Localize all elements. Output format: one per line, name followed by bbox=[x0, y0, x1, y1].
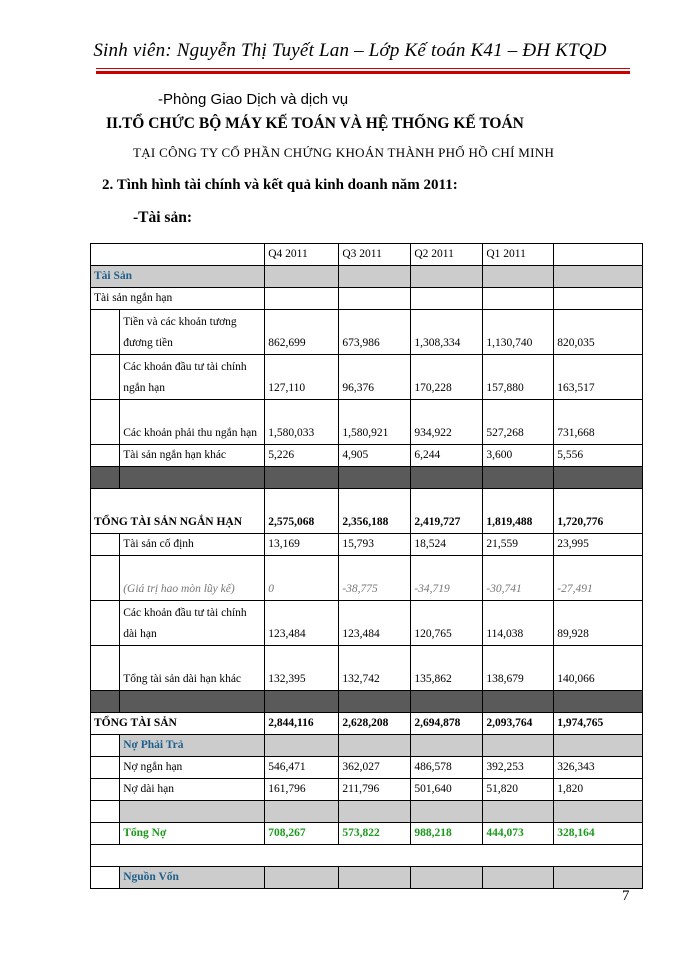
table-cell: 2,575,068 bbox=[265, 489, 339, 534]
table-cell: 5,226 bbox=[265, 445, 339, 467]
table-cell: 673,986 bbox=[339, 310, 411, 355]
table-cell: -38,775 bbox=[339, 556, 411, 601]
table-row bbox=[91, 355, 643, 400]
table-cell: 708,267 bbox=[265, 823, 339, 845]
table-cell: 4,905 bbox=[339, 445, 411, 467]
table-cell: 15,793 bbox=[339, 534, 411, 556]
table-cell: 326,343 bbox=[554, 757, 643, 779]
table-cell: 2,694,878 bbox=[411, 713, 483, 735]
page-number: 7 bbox=[622, 888, 630, 904]
table-row bbox=[91, 489, 643, 534]
column-header: Q4 2011 bbox=[265, 244, 339, 266]
table-cell: 211,796 bbox=[339, 779, 411, 801]
table-cell: 2,419,727 bbox=[411, 489, 483, 534]
column-header: Q3 2011 bbox=[339, 244, 411, 266]
group-label-tai-san: Tài Sản bbox=[91, 266, 265, 288]
table-cell: 163,517 bbox=[554, 355, 643, 400]
section-2-heading: 2. Tình hình tài chính và kết quả kinh doanh năm 2011: bbox=[102, 177, 458, 193]
assets-heading: -Tài sản: bbox=[133, 209, 192, 226]
table-row bbox=[91, 735, 643, 757]
row-label: Tài sản ngắn hạn khác bbox=[120, 445, 265, 467]
table-cell: 89,928 bbox=[554, 601, 643, 646]
group-label-nguon-von: Nguồn Vốn bbox=[120, 867, 265, 889]
spacer-row bbox=[91, 845, 643, 867]
table-row bbox=[91, 601, 643, 646]
table-row bbox=[91, 534, 643, 556]
table-cell: 2,356,188 bbox=[339, 489, 411, 534]
table-row bbox=[91, 713, 643, 735]
section-subtitle: TẠI CÔNG TY CỔ PHẦN CHỨNG KHOÁN THÀNH PHỐ HỒ CHÍ MINH bbox=[133, 145, 555, 160]
table-cell: 1,580,033 bbox=[265, 400, 339, 445]
table-cell: 2,844,116 bbox=[265, 713, 339, 735]
table-cell: 51,820 bbox=[483, 779, 554, 801]
column-header bbox=[554, 244, 643, 266]
row-label: Nợ dài hạn bbox=[120, 779, 265, 801]
table-row bbox=[91, 757, 643, 779]
table-cell: 5,556 bbox=[554, 445, 643, 467]
table-cell: 18,524 bbox=[411, 534, 483, 556]
table-cell: 135,862 bbox=[411, 646, 483, 691]
table-cell: 23,995 bbox=[554, 534, 643, 556]
table-cell: 120,765 bbox=[411, 601, 483, 646]
row-label: Các khoản phải thu ngắn hạn bbox=[120, 400, 265, 445]
row-label: (Giá trị hao mòn lũy kế) bbox=[120, 556, 265, 601]
table-cell: 486,578 bbox=[411, 757, 483, 779]
table-cell: 140,066 bbox=[554, 646, 643, 691]
table-cell: 820,035 bbox=[554, 310, 643, 355]
row-label: TỔNG TÀI SẢN bbox=[91, 713, 265, 735]
table-cell: 1,308,334 bbox=[411, 310, 483, 355]
table-cell: 1,819,488 bbox=[483, 489, 554, 534]
table-row bbox=[91, 823, 643, 845]
table-cell: 138,679 bbox=[483, 646, 554, 691]
row-label: Tổng Nợ bbox=[120, 823, 265, 845]
row-label: Tài sản cố định bbox=[120, 534, 265, 556]
dept-line: -Phòng Giao Dịch và dịch vụ bbox=[158, 91, 349, 108]
table-cell: 132,742 bbox=[339, 646, 411, 691]
table-row bbox=[91, 266, 643, 288]
row-label: Các khoản đầu tư tài chính dài hạn bbox=[120, 601, 265, 646]
table-cell: 6,244 bbox=[411, 445, 483, 467]
row-label: Tiền và các khoản tương đương tiền bbox=[120, 310, 265, 355]
table-cell: 362,027 bbox=[339, 757, 411, 779]
table-cell: 862,699 bbox=[265, 310, 339, 355]
spacer-row bbox=[91, 801, 643, 823]
table-cell: 13,169 bbox=[265, 534, 339, 556]
table-cell: -27,491 bbox=[554, 556, 643, 601]
table-cell: 21,559 bbox=[483, 534, 554, 556]
table-cell: 127,110 bbox=[265, 355, 339, 400]
table-cell: 444,073 bbox=[483, 823, 554, 845]
table-header-row bbox=[91, 244, 643, 266]
table-cell: 2,093,764 bbox=[483, 713, 554, 735]
section-title: II.TỔ CHỨC BỘ MÁY KẾ TOÁN VÀ HỆ THỐNG KẾ TOÁN bbox=[106, 115, 524, 132]
table-cell: 328,164 bbox=[554, 823, 643, 845]
table-cell: 934,922 bbox=[411, 400, 483, 445]
table-cell: 573,822 bbox=[339, 823, 411, 845]
table-cell: 731,668 bbox=[554, 400, 643, 445]
table-cell: 1,720,776 bbox=[554, 489, 643, 534]
table-cell: 988,218 bbox=[411, 823, 483, 845]
group-label-no-phai-tra: Nợ Phải Trả bbox=[120, 735, 265, 757]
table-cell: 546,471 bbox=[265, 757, 339, 779]
row-label: Tổng tài sản dài hạn khác bbox=[120, 646, 265, 691]
header-rule-thick bbox=[96, 71, 630, 74]
table-row bbox=[91, 288, 643, 310]
table-cell: 123,484 bbox=[265, 601, 339, 646]
table-cell: 157,880 bbox=[483, 355, 554, 400]
table-cell: 2,628,208 bbox=[339, 713, 411, 735]
table-cell: 1,130,740 bbox=[483, 310, 554, 355]
table-cell: 96,376 bbox=[339, 355, 411, 400]
table-row bbox=[91, 310, 643, 355]
table-row bbox=[91, 400, 643, 445]
table-row bbox=[91, 646, 643, 691]
table-row bbox=[91, 779, 643, 801]
page-header: Sinh viên: Nguyễn Thị Tuyết Lan – Lớp Kế toán K41 – ĐH KTQD bbox=[93, 40, 607, 61]
financial-table bbox=[90, 243, 643, 889]
table-cell: 3,600 bbox=[483, 445, 554, 467]
table-row bbox=[91, 867, 643, 889]
table-cell: -30,741 bbox=[483, 556, 554, 601]
table-cell: 501,640 bbox=[411, 779, 483, 801]
table-row bbox=[91, 445, 643, 467]
table-cell: 1,820 bbox=[554, 779, 643, 801]
row-label: Nợ ngắn hạn bbox=[120, 757, 265, 779]
table-cell: 1,580,921 bbox=[339, 400, 411, 445]
table-cell: 392,253 bbox=[483, 757, 554, 779]
table-cell: 114,038 bbox=[483, 601, 554, 646]
table-cell: 161,796 bbox=[265, 779, 339, 801]
table-cell: 0 bbox=[265, 556, 339, 601]
header-empty-cell bbox=[91, 244, 265, 266]
separator-row bbox=[91, 467, 643, 489]
separator-row bbox=[91, 691, 643, 713]
table-cell: 1,974,765 bbox=[554, 713, 643, 735]
row-label: Các khoản đầu tư tài chính ngắn hạn bbox=[120, 355, 265, 400]
table-cell: 123,484 bbox=[339, 601, 411, 646]
table-row bbox=[91, 556, 643, 601]
column-header: Q1 2011 bbox=[483, 244, 554, 266]
row-label: TỔNG TÀI SẢN NGẮN HẠN bbox=[91, 489, 265, 534]
column-header: Q2 2011 bbox=[411, 244, 483, 266]
table-cell: 527,268 bbox=[483, 400, 554, 445]
header-rule-thin bbox=[96, 68, 630, 69]
row-label: Tài sản ngắn hạn bbox=[91, 288, 265, 310]
table-cell: 170,228 bbox=[411, 355, 483, 400]
table-cell: -34,719 bbox=[411, 556, 483, 601]
table-cell: 132,395 bbox=[265, 646, 339, 691]
